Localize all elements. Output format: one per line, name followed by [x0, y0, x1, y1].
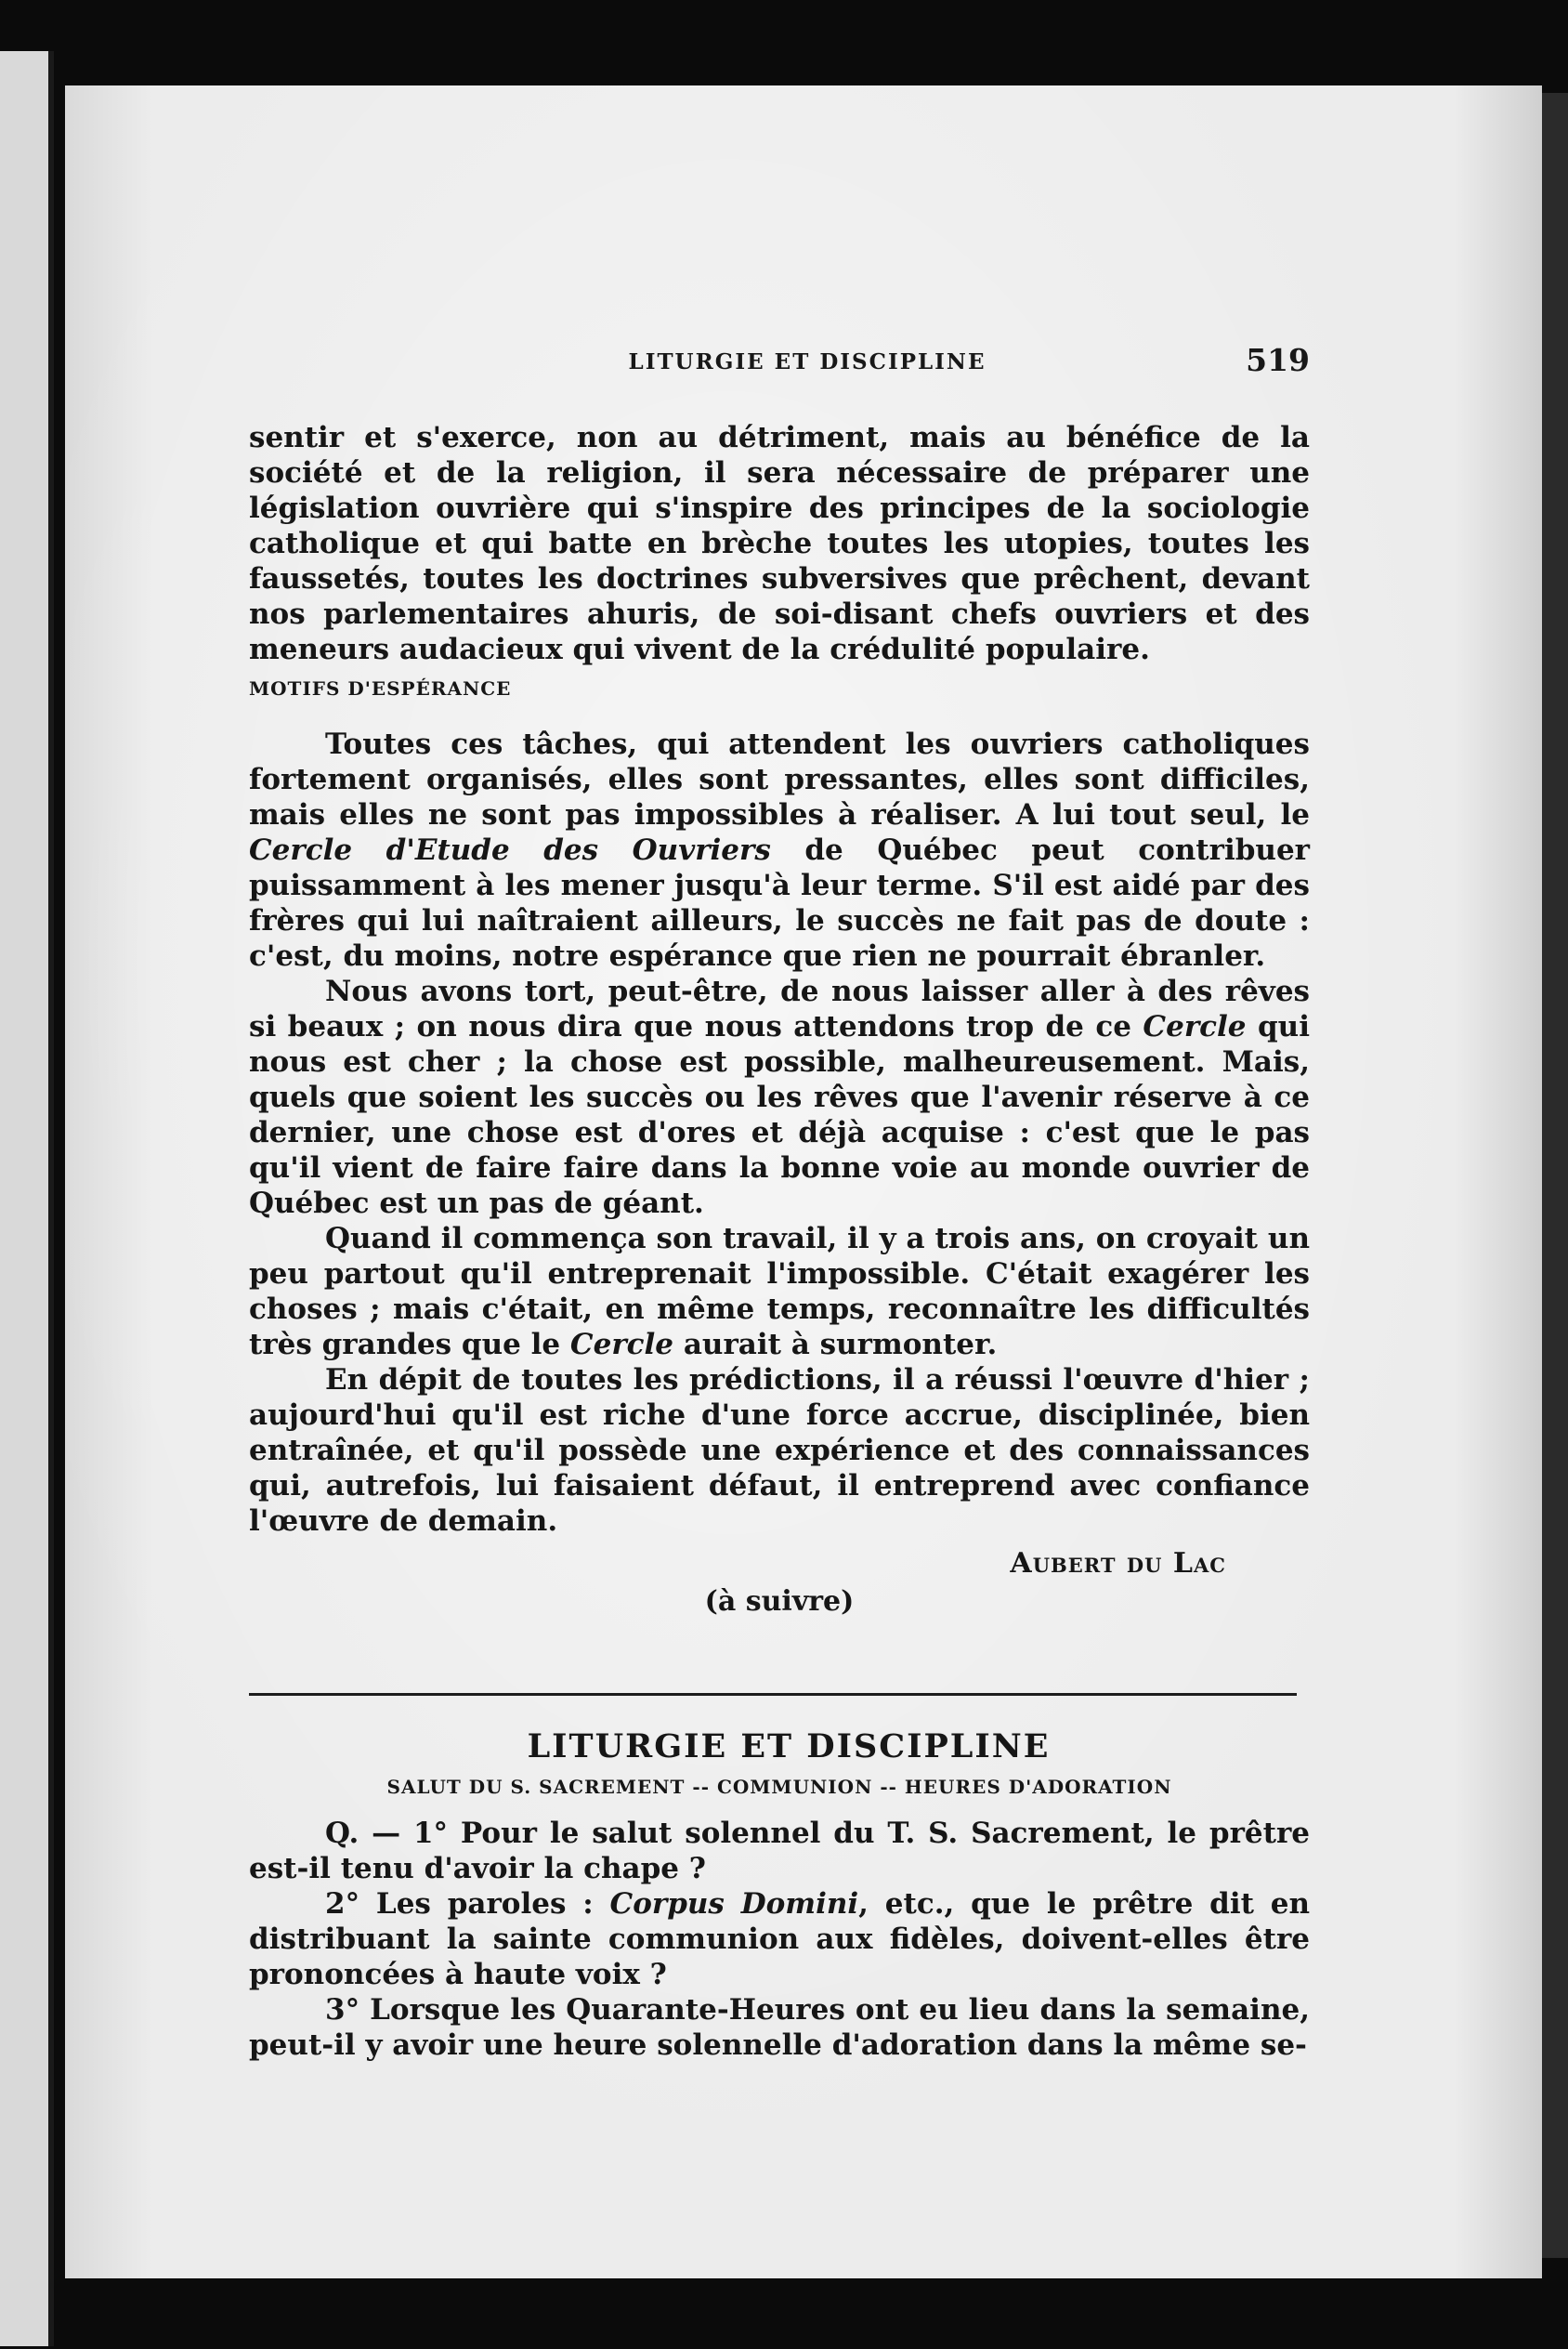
paragraph-2: Toutes ces tâches, qui attendent les ouvriers catholiques fortement organisés, elles sont pressantes, elles sont difficiles, mais elles ne sont pas impossibles à réaliser. A lui tout seul, le Cercle d'Etude des Ouvriers de Québec peut contribuer puissamment à les mener jusqu'à leur terme. S'il est aidé par des frères qui lui naîtraient ailleurs, le succès ne fait pas de doute : c'est, du moins, notre espérance que rien ne pourrait ébranler. [249, 728, 1311, 973]
article-title: LITURGIE ET DISCIPLINE [527, 1727, 1051, 1765]
facing-page-edge [0, 51, 54, 2346]
running-head-title: LITURGIE ET DISCIPLINE [628, 349, 987, 374]
paragraph-1: sentir et s'exerce, non au détriment, mais au bénéfice de la société et de la religion, il sera nécessaire de préparer une législation ouvrière qui s'inspire des principes de la sociologie catholique et qui batte en brèche toutes les utopies, toutes les faussetés, toutes les doctrines subversives que prêchent, devant nos parlementaires ahuris, de soi-disant chefs ouvriers et des meneurs audacieux qui vivent de la crédulité populaire. [249, 421, 1310, 666]
paragraph-5: En dépit de toutes les prédictions, il a réussi l'œuvre d'hier ; aujourd'hui qu'il est riche d'une force accrue, disciplinée, bien entraînée, et qu'il possède une expérience et des connaissances qui, autrefois, lui faisaient défaut, il entreprend avec confiance l'œuvre de demain. [249, 1363, 1310, 1538]
to-be-continued: (à suivre) [704, 1585, 855, 1618]
article-subtitle: SALUT DU S. SACREMENT -- COMMUNION -- HEURES D'ADORATION [386, 1776, 1172, 1798]
paragraph-3: Nous avons tort, peut-être, de nous laisser aller à des rêves si beaux ; on nous dira que nous attendons trop de ce Cercle qui nous est cher ; la chose est possible, malheureusement. Mais, quels que soient les succès ou les rêves que l'avenir réserve à ce dernier, une chose est d'ores et déjà acquise : c'est que le pas qu'il vient de faire faire dans la bonne voie au monde ouvrier de Québec est un pas de géant. [249, 975, 1310, 1220]
question-3: 3° Lorsque les Quarante-Heures ont eu lieu dans la semaine, peut-il y avoir une heure solennelle d'adoration dans la même se- [249, 1993, 1310, 2062]
page-number: 519 [1246, 342, 1310, 378]
question-1: Q. — 1° Pour le salut solennel du T. S. Sacrement, le prêtre est-il tenu d'avoir la chape ? [249, 1817, 1310, 1885]
italic-title: Cercle [1143, 1010, 1247, 1043]
article-continuation [249, 420, 1310, 1621]
running-head [249, 342, 1310, 383]
author-signature: Aubert du Lac [1010, 1547, 1226, 1580]
section-divider [249, 1693, 1297, 1696]
latin-phrase: Corpus Domini [609, 1887, 859, 1921]
scan-border [1542, 93, 1568, 2258]
italic-title: Cercle [569, 1328, 674, 1361]
paragraph-4: Quand il commença son travail, il y a trois ans, on croyait un peu partout qu'il entreprenait l'impossible. C'était exagérer les choses ; mais c'était, en même temps, reconnaître les difficultés très grandes que le Cercle aurait à surmonter. [249, 1222, 1310, 1361]
italic-title: Cercle d'Etude des Ouvriers [249, 833, 771, 867]
article-liturgie [249, 1726, 1310, 2063]
question-2: 2° Les paroles : Corpus Domini, etc., que le prêtre dit en distribuant la sainte communion aux fidèles, doivent-elles être prononcées à haute voix ? [249, 1887, 1311, 1991]
section-heading: MOTIFS D'ESPÉRANCE [249, 677, 512, 700]
